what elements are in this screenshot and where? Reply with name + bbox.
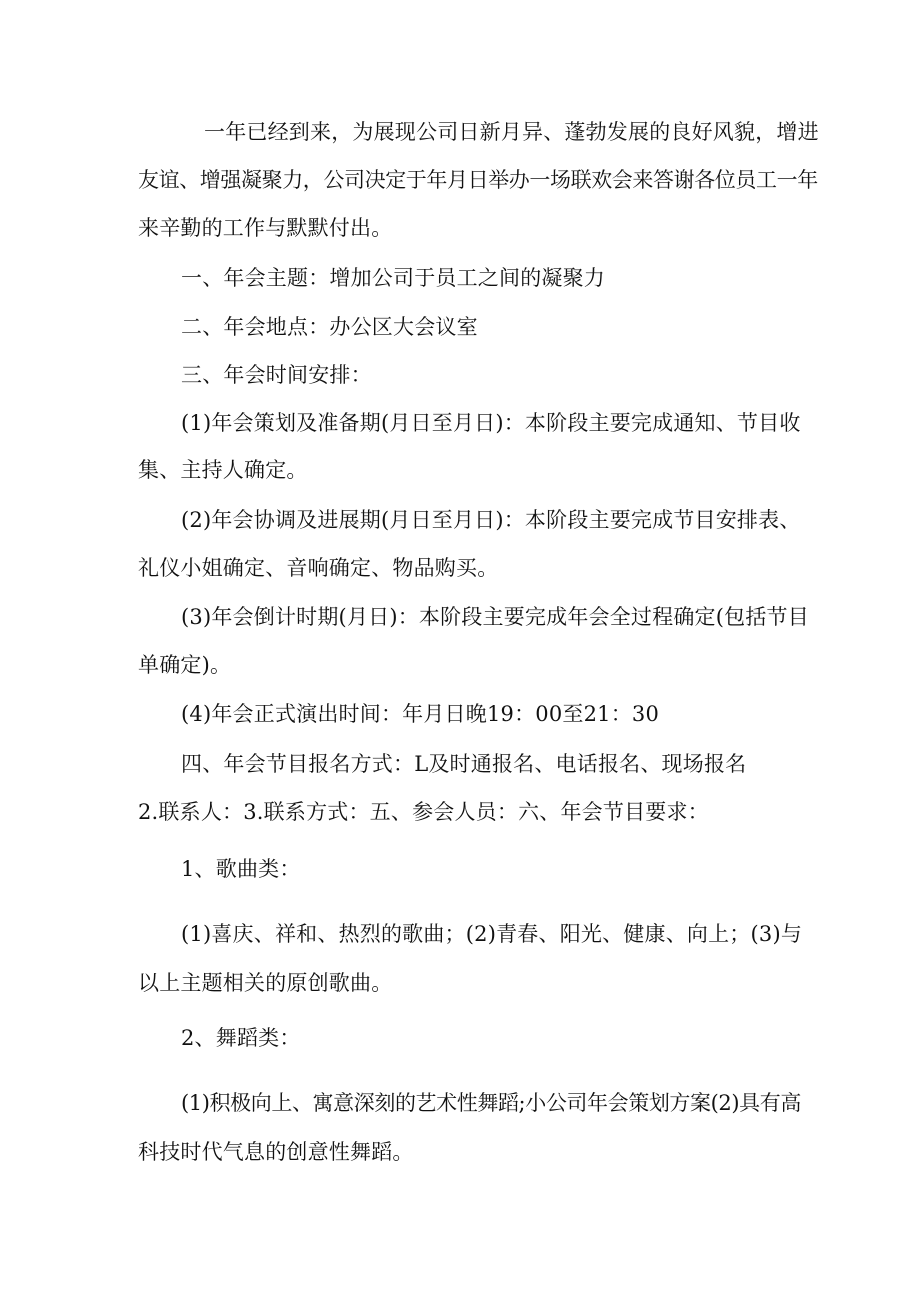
intro-line-1: 一年已经到来，为展现公司日新月异、蓬勃发展的良好风貌，增进 xyxy=(204,120,819,144)
schedule-item-2-line-2: 礼仪小姐确定、音响确定、物品购买。 xyxy=(138,556,499,580)
section-venue: 二、年会地点：办公区大会议室 xyxy=(181,315,478,339)
dance-heading: 2、舞蹈类： xyxy=(181,1026,301,1050)
songs-line-1: (1)喜庆、祥和、热烈的歌曲；(2)青春、阳光、健康、向上；(3)与 xyxy=(181,922,803,946)
songs-heading: 1、歌曲类： xyxy=(181,857,301,881)
intro-line-3: 来辛勤的工作与默默付出。 xyxy=(138,216,393,240)
signup-line-1: 四、年会节目报名方式：L及时通报名、电话报名、现场报名 xyxy=(181,752,747,776)
schedule-item-3-line-2: 单确定)。 xyxy=(138,653,232,677)
schedule-item-4: (4)年会正式演出时间：年月日晚19：00至21：30 xyxy=(181,702,660,726)
section-schedule-heading: 三、年会时间安排： xyxy=(181,363,372,387)
schedule-item-1-line-1: (1)年会策划及准备期(月日至月日)：本阶段主要完成通知、节目收 xyxy=(181,411,801,435)
dance-line-2: 科技时代气息的创意性舞蹈。 xyxy=(138,1140,414,1164)
intro-line-2: 友谊、增强凝聚力，公司决定于年月日举办一场联欢会来答谢各位员工一年 xyxy=(138,168,818,192)
schedule-item-1-line-2: 集、主持人确定。 xyxy=(138,458,308,482)
schedule-item-2-line-1: (2)年会协调及进展期(月日至月日)：本阶段主要完成节目安排表、 xyxy=(181,508,801,532)
signup-line-2: 2.联系人：3.联系方式：五、参会人员：六、年会节目要求： xyxy=(138,800,709,824)
songs-line-2: 以上主题相关的原创歌曲。 xyxy=(138,971,393,995)
section-theme: 一、年会主题：增加公司于员工之间的凝聚力 xyxy=(181,266,605,290)
schedule-item-3-line-1: (3)年会倒计时期(月日)：本阶段主要完成年会全过程确定(包括节目 xyxy=(181,605,809,629)
dance-line-1: (1)积极向上、寓意深刻的艺术性舞蹈;小公司年会策划方案(2)具有高 xyxy=(181,1091,801,1115)
